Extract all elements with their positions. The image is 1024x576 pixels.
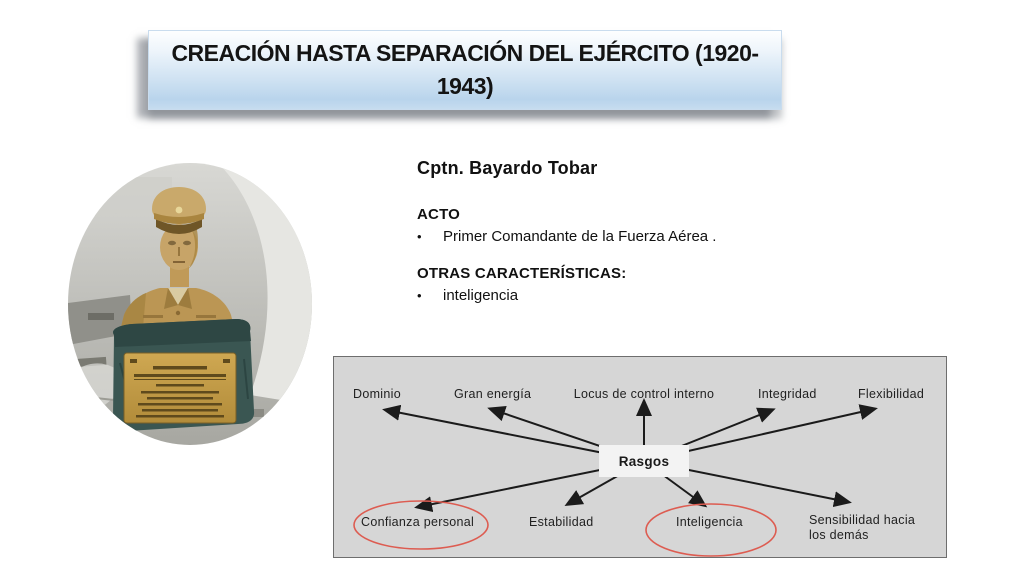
trait-label-sensibilidad: Sensibilidad hacia los demás	[809, 513, 916, 542]
traits-diagram	[333, 356, 947, 558]
bullet-item	[417, 285, 837, 306]
panel-slit	[88, 313, 114, 320]
bust-photo	[68, 163, 312, 445]
rasgos-node: Rasgos	[599, 445, 689, 477]
trait-label-estabilidad: Estabilidad	[529, 515, 594, 529]
bullet-marker: •	[417, 288, 422, 303]
section-title-acto: ACTO	[417, 206, 461, 223]
bullet-text: inteligencia	[443, 287, 519, 304]
cap-badge	[176, 207, 183, 214]
content-block	[417, 158, 837, 324]
bullet-item	[417, 226, 837, 247]
trait-label-integridad: Integridad	[758, 387, 817, 401]
pedestal	[113, 319, 254, 431]
trait-label-flexibilidad: Flexibilidad	[858, 387, 925, 401]
bust-photo-illustration	[68, 163, 312, 445]
plaque	[124, 353, 236, 423]
trait-label-inteligencia: Inteligencia	[676, 515, 743, 529]
title-banner	[148, 30, 782, 110]
trait-label-dominio: Dominio	[353, 387, 401, 401]
circle-annotation-inteligencia	[646, 504, 776, 556]
content-heading: Cptn. Bayardo Tobar	[417, 158, 598, 178]
section-title-otras: OTRAS CARACTERÍSTICAS:	[417, 265, 627, 282]
slide-title: CREACIÓN HASTA SEPARACIÓN DEL EJÉRCITO (1920-1943)	[171, 40, 759, 99]
bullet-text: Primer Comandante de la Fuerza Aérea .	[443, 228, 717, 245]
trait-label-gran-energia: Gran energía	[454, 387, 532, 401]
bullet-marker: •	[417, 229, 422, 244]
trait-label-locus: Locus de control interno	[573, 387, 715, 401]
trait-label-confianza-personal: Confianza personal	[361, 515, 475, 529]
